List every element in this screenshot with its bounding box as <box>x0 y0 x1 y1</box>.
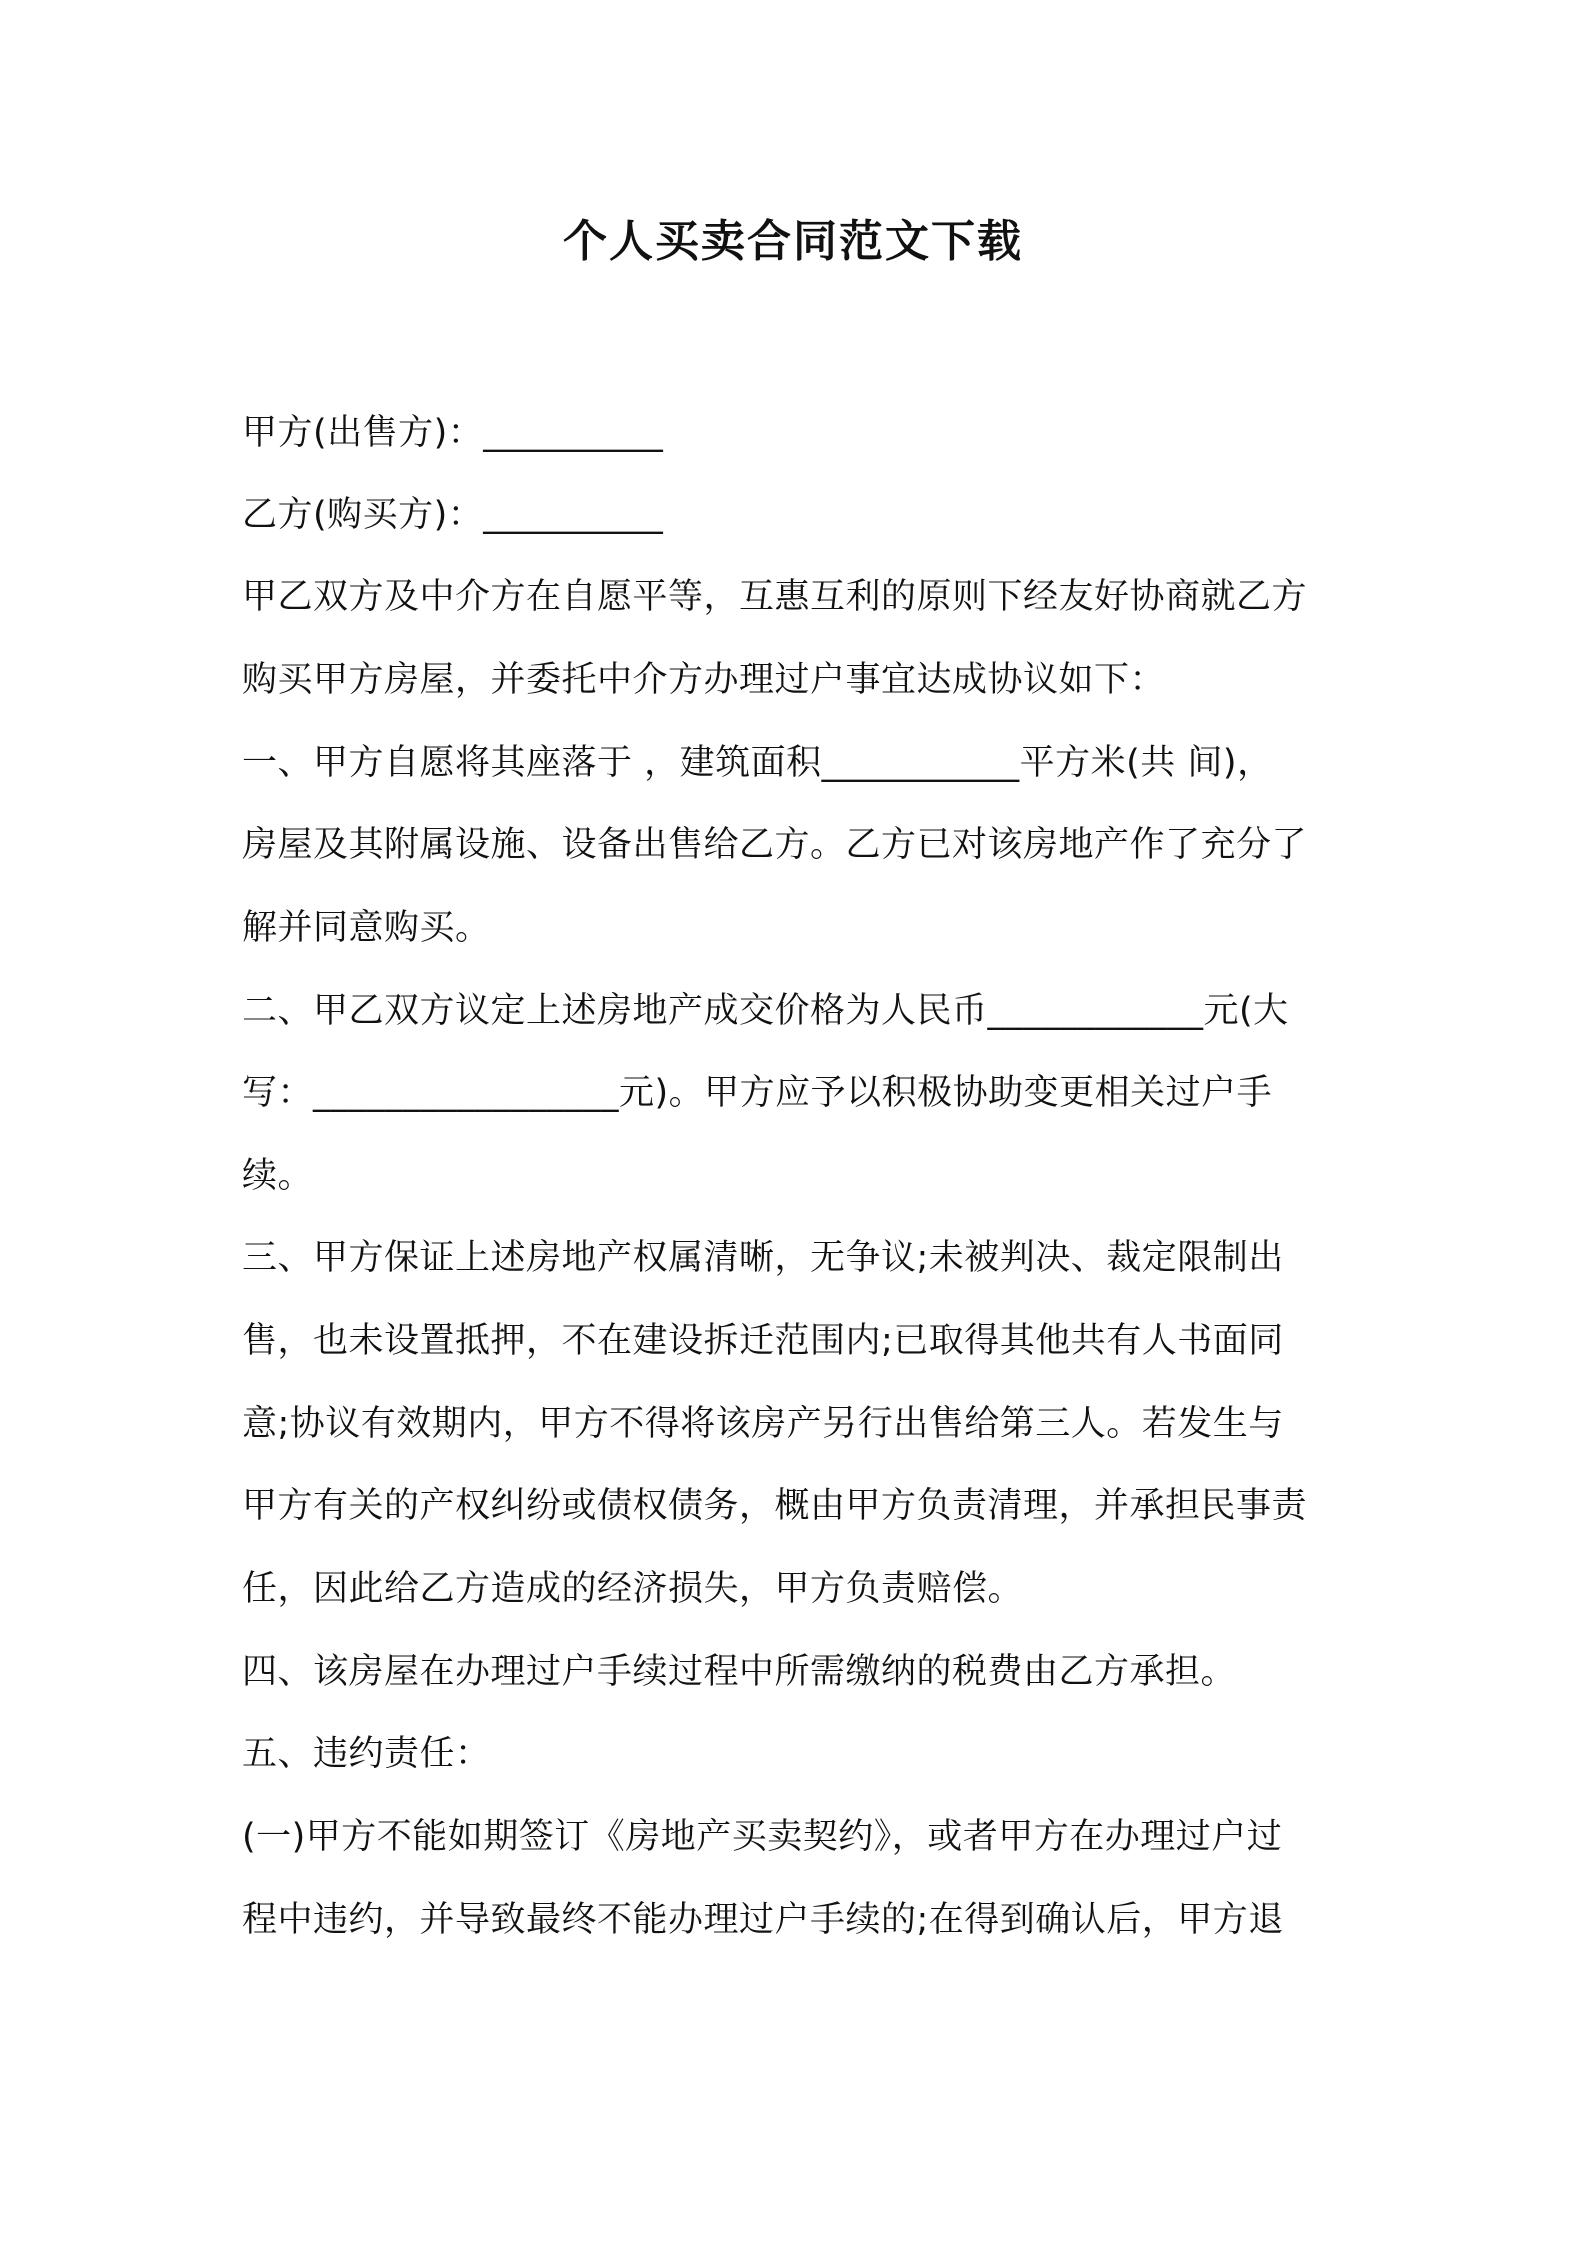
clause-one-line: 一、甲方自愿将其座落于 ，建筑面积___________平方米(共 间)， <box>242 743 1273 783</box>
clause-three-line: 三、甲方保证上述房地产权属清晰，无争议;未被判决、裁定限制出 <box>242 1238 1284 1278</box>
body-text-line: 写：_________________元)。甲方应予以积极协助变更相关过户手 <box>242 1073 1273 1113</box>
document-title: 个人买卖合同范文下载 <box>563 216 1023 267</box>
body-text-line: 程中违约，并导致最终不能办理过户手续的;在得到确认后，甲方退 <box>242 1900 1284 1940</box>
body-text-line: 意;协议有效期内，甲方不得将该房产另行出售给第三人。若发生与 <box>242 1404 1284 1444</box>
body-text-line: 甲方有关的产权纠纷或债权债务，概由甲方负责清理，并承担民事责 <box>242 1486 1308 1526</box>
body-text-line: 房屋及其附属设施、设备出售给乙方。乙方已对该房地产作了充分了 <box>242 825 1308 865</box>
body-text-line: 续。 <box>242 1156 314 1196</box>
clause-four-line: 四、该房屋在办理过户手续过程中所需缴纳的税费由乙方承担。 <box>242 1652 1237 1692</box>
sub-clause-one-line: (一)甲方不能如期签订《房地产买卖契约》，或者甲方在办理过户过 <box>242 1817 1283 1857</box>
body-text-line: 购买甲方房屋，并委托中介方办理过户事宜达成协议如下： <box>242 660 1166 700</box>
body-text-line: 任，因此给乙方造成的经济损失，甲方负责赔偿。 <box>242 1569 1024 1609</box>
clause-two-line: 二、甲乙双方议定上述房地产成交价格为人民币____________元(大 <box>242 991 1289 1031</box>
body-text-line: 甲乙双方及中介方在自愿平等，互惠互利的原则下经友好协商就乙方 <box>242 577 1308 617</box>
seller-party-line: 甲方(出售方)：__________ <box>242 413 664 453</box>
body-text-line: 解并同意购买。 <box>242 908 491 948</box>
buyer-party-line: 乙方(购买方)：__________ <box>242 495 664 535</box>
clause-five-heading: 五、违约责任： <box>242 1734 491 1774</box>
body-text-line: 售，也未设置抵押，不在建设拆迁范围内;已取得其他共有人书面同 <box>242 1321 1284 1361</box>
